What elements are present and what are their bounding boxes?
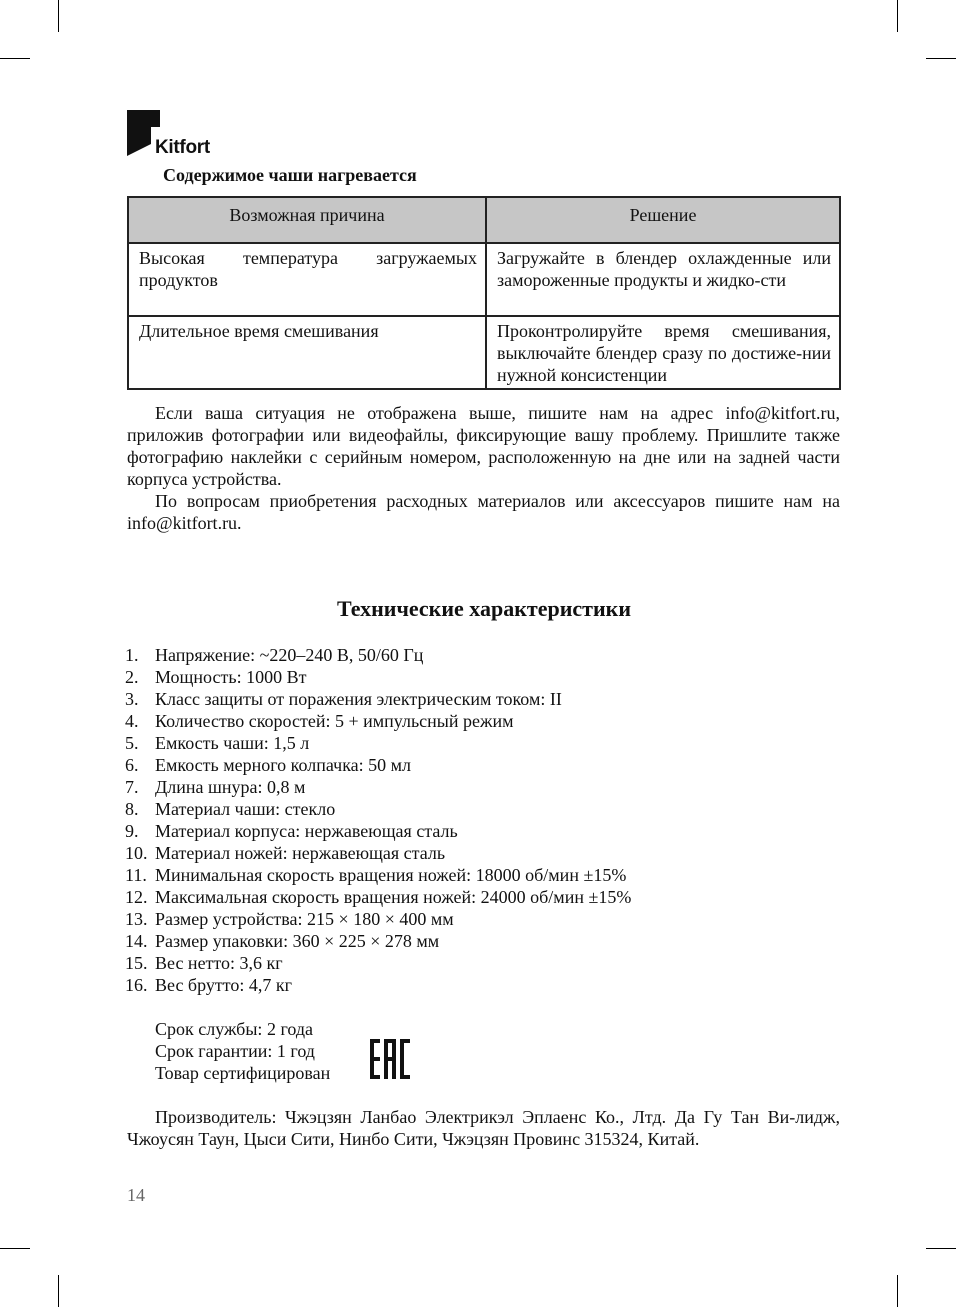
troubleshooting-table (127, 196, 841, 390)
header-cause: Возможная причина (128, 197, 486, 243)
crop-mark (0, 1248, 30, 1249)
warranty-block (155, 1018, 330, 1084)
list-item: 3. Класс защиты от поражения электрическим током: II (125, 689, 562, 709)
eac-mark-icon (369, 1039, 410, 1079)
accessories-paragraph: По вопросам приобретения расходных материалов или аксессуаров пишите нам на info@kitfort.ru. (127, 491, 840, 533)
list-item: 6. Емкость мерного колпачка: 50 мл (125, 755, 412, 775)
table-header-row (128, 197, 840, 243)
solution-cell: Загружайте в блендер охлажденные или замороженные продукты и жидко-сти (486, 243, 840, 316)
crop-mark (926, 1248, 956, 1249)
list-item: 7. Длина шнура: 0,8 м (125, 777, 306, 797)
brand-name: Kitfort (155, 137, 210, 158)
list-item: 12. Максимальная скорость вращения ножей: 24000 об/мин ±15% (125, 887, 632, 907)
troubleshooting-heading: Содержимое чаши нагревается (163, 165, 417, 185)
specs-list (125, 644, 845, 996)
list-item: 8. Материал чаши: стекло (125, 799, 336, 819)
crop-mark (0, 58, 30, 59)
table-row (128, 316, 840, 389)
specs-title: Технические характеристики (336, 596, 632, 621)
list-item: 15. Вес нетто: 3,6 кг (125, 953, 283, 973)
list-item: 1. Напряжение: ~220–240 В, 50/60 Гц (125, 645, 424, 665)
list-item: 5. Емкость чаши: 1,5 л (125, 733, 310, 753)
warranty-period: Срок гарантии: 1 год (155, 1041, 315, 1061)
manufacturer-info: Производитель: Чжэцзян Ланбао Электрикэл Эплаенс Ко., Лтд. Да Гу Тан Ви-лидж, Чжоусян Таун, Цыси Сити, Нинбо Сити, Чжэцзян Провинс 315324, Китай. (127, 1107, 840, 1149)
list-item: 2. Мощность: 1000 Вт (125, 667, 307, 687)
crop-mark (897, 0, 898, 32)
contact-info (127, 402, 840, 534)
service-life: Срок службы: 2 года (155, 1019, 314, 1039)
list-item: 9. Материал корпуса: нержавеющая сталь (125, 821, 458, 841)
crop-mark (897, 1275, 898, 1307)
contact-paragraph: Если ваша ситуация не отображена выше, пишите нам на адрес info@kitfort.ru, приложив фотографии или видеофайлы, фиксирующие вашу проблему. Пришлите также фотографию наклейки с серийным номером, расположенную на дне или на задней части корпуса устройства. (127, 403, 840, 489)
solution-cell: Проконтролируйте время смешивания, выключайте блендер сразу по достиже-нии нужной консистенции (486, 316, 840, 389)
cause-cell: Длительное время смешивания (128, 316, 486, 389)
list-item: 4. Количество скоростей: 5 + импульсный режим (125, 711, 514, 731)
list-item: 13. Размер устройства: 215 × 180 × 400 мм (125, 909, 454, 929)
header-solution: Решение (486, 197, 840, 243)
crop-mark (58, 1275, 59, 1307)
certified-note: Товар сертифицирован (155, 1063, 331, 1083)
page-number: 14 (127, 1185, 145, 1205)
list-item: 14. Размер упаковки: 360 × 225 × 278 мм (125, 931, 440, 951)
crop-mark (926, 58, 956, 59)
list-item: 10. Материал ножей: нержавеющая сталь (125, 843, 446, 863)
table-row (128, 243, 840, 316)
cause-cell: Высокая температура загружаемых продуктов (128, 243, 486, 316)
crop-mark (58, 0, 59, 32)
list-item: 16. Вес брутто: 4,7 кг (125, 975, 292, 995)
list-item: 11. Минимальная скорость вращения ножей: 18000 об/мин ±15% (125, 865, 627, 885)
